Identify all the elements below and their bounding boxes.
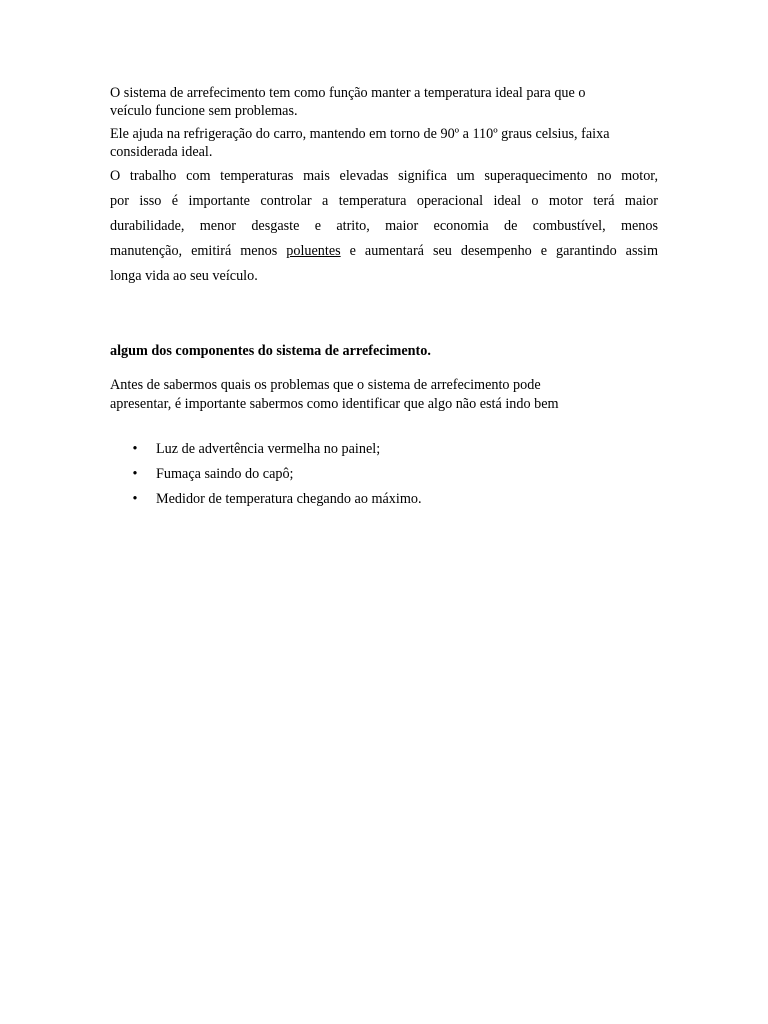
bullet-icon: • [132,466,138,482]
paragraph-overheating [110,164,658,289]
list-item [110,465,658,490]
list-item [110,490,658,515]
paragraph-line: O sistema de arrefecimento tem como função manter a temperatura ideal para que o [110,85,586,101]
paragraph-line: considerada ideal. [110,144,213,160]
paragraph-line: longa vida ao seu veículo. [110,268,258,284]
document-body [110,84,658,507]
underlined-word-poluentes: poluentes [286,243,341,259]
list-item-text: Medidor de temperatura chegando ao máximo. [156,491,422,507]
list-item-text: Luz de advertência vermelha no painel; [156,441,381,457]
paragraph-line: Antes de sabermos quais os problemas que o sistema de arrefecimento pode [110,377,541,393]
paragraph-temperature-range [110,125,658,161]
paragraph-line: durabilidade, menor desgaste e atrito, maior economia de combustível, menos [110,218,658,234]
section-heading: algum dos componentes do sistema de arrefecimento. [110,343,431,359]
bullet-icon: • [132,491,138,507]
text-after-underline: e aumentará seu desempenho e garantindo assim [340,243,658,259]
list-item [110,440,658,465]
paragraph-line: por isso é importante controlar a temperatura operacional ideal o motor terá maior [110,193,658,209]
bullet-icon: • [132,441,138,457]
paragraph-intro [110,376,658,414]
paragraph-line: Ele ajuda na refrigeração do carro, mantendo em torno de 90º a 110º graus celsius, faixa [110,126,610,142]
paragraph-line: apresentar, é importante sabermos como identificar que algo não está indo bem [110,396,559,412]
text-before-underline: manutenção, emitirá menos [110,243,287,259]
paragraph-line: O trabalho com temperaturas mais elevadas significa um superaquecimento no motor, [110,168,658,184]
list-item-text: Fumaça saindo do capô; [156,466,294,482]
warning-signs-list [110,440,658,515]
paragraph-line: veículo funcione sem problemas. [110,103,298,119]
paragraph-line-with-link [110,239,658,264]
paragraph-cooling-function [110,84,658,120]
